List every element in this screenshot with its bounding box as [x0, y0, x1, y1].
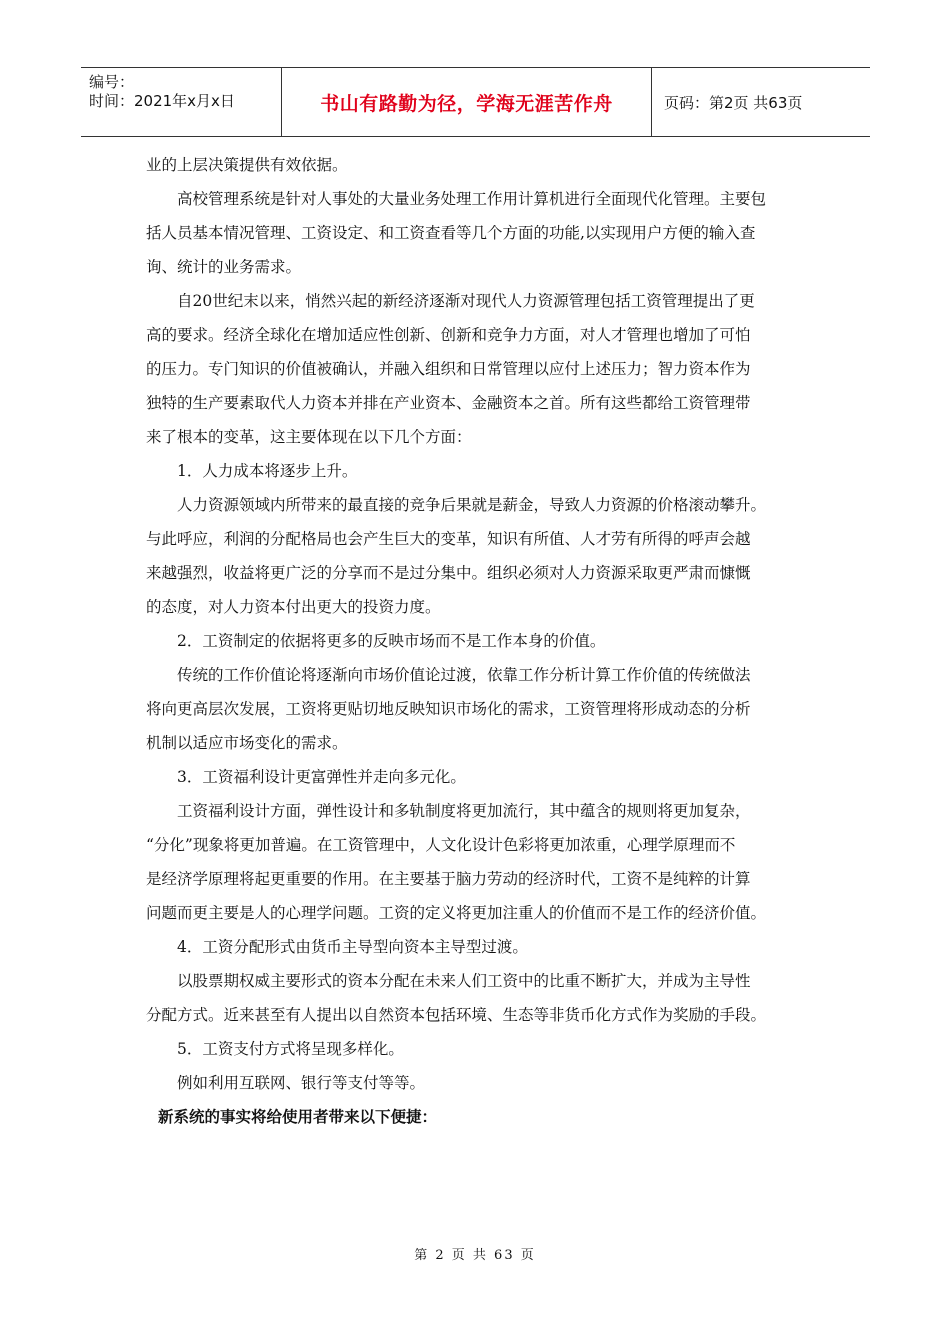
header-meta-cell [81, 68, 282, 136]
text-line: 人力资源领域内所带来的最直接的竞争后果就是薪金，导致人力资源的价格滚动攀升。 [177, 496, 767, 514]
document-number-label: 编号： [89, 73, 135, 91]
page-header [81, 67, 870, 137]
bold-summary-line: 新系统的事实将给使用者带来以下便捷： [158, 1108, 438, 1126]
text-line: 工资福利设计方面，弹性设计和多轨制度将更加流行，其中蕴含的规则将更加复杂， [177, 802, 751, 820]
text-line: 独特的生产要素取代人力资本并排在产业资本、金融资本之首。所有这些都给工资管理带 [146, 394, 751, 412]
text-line: 自20世纪末以来，悄然兴起的新经济逐渐对现代人力资源管理包括工资管理提出了更 [177, 292, 755, 310]
text-line: 1．人力成本将逐步上升。 [177, 462, 358, 480]
header-page-cell [652, 68, 870, 136]
header-page-info: 页码：第2页 共63页 [664, 93, 803, 112]
text-line: 4．工资分配形式由货币主导型向资本主导型过渡。 [177, 938, 528, 956]
text-line: 业的上层决策提供有效依据。 [146, 156, 348, 174]
text-line: 以股票期权威主要形式的资本分配在未来人们工资中的比重不断扩大，并成为主导性 [177, 972, 751, 990]
text-line: 分配方式。近来甚至有人提出以自然资本包括环境、生态等非货币化方式作为奖励的手段。 [146, 1006, 767, 1024]
paragraph-lines [146, 148, 818, 1100]
text-line: 的态度，对人力资本付出更大的投资力度。 [146, 598, 441, 616]
document-body [146, 148, 818, 1134]
page-footer: 第 2 页 共 63 页 [414, 1248, 536, 1263]
text-line: 传统的工作价值论将逐渐向市场价值论过渡，依靠工作分析计算工作价值的传统做法 [177, 666, 751, 684]
text-line: 例如利用互联网、银行等支付等等。 [177, 1074, 426, 1092]
document-date-label: 时间：2021年x月x日 [89, 92, 235, 110]
header-motto: 书山有路勤为径，学海无涯苦作舟 [320, 92, 613, 115]
text-line: 2．工资制定的依据将更多的反映市场而不是工作本身的价值。 [177, 632, 606, 650]
text-line: 与此呼应，利润的分配格局也会产生巨大的变革，知识有所值、人才劳有所得的呼声会越 [146, 530, 751, 548]
text-line: 高校管理系统是针对人事处的大量业务处理工作用计算机进行全面现代化管理。主要包 [177, 190, 767, 208]
text-line: 来了根本的变革，这主要体现在以下几个方面： [146, 428, 472, 446]
text-line: 来越强烈，收益将更广泛的分享而不是过分集中。组织必须对人力资源采取更严肃而慷慨 [146, 564, 751, 582]
text-line: 3．工资福利设计更富弹性并走向多元化。 [177, 768, 466, 786]
text-line: 括人员基本情况管理、工资设定、和工资查看等几个方面的功能,以实现用户方便的输入查 [146, 224, 756, 242]
text-line: 将向更高层次发展，工资将更贴切地反映知识市场化的需求，工资管理将形成动态的分析 [146, 700, 751, 718]
header-motto-cell [282, 68, 652, 136]
text-line: “分化”现象将更加普遍。在工资管理中，人文化设计色彩将更加浓重，心理学原理而不 [146, 836, 736, 854]
text-line: 高的要求。经济全球化在增加适应性创新、创新和竞争力方面，对人才管理也增加了可怕 [146, 326, 751, 344]
text-line: 5．工资支付方式将呈现多样化。 [177, 1040, 404, 1058]
text-line: 是经济学原理将起更重要的作用。在主要基于脑力劳动的经济时代，工资不是纯粹的计算 [146, 870, 751, 888]
text-line: 机制以适应市场变化的需求。 [146, 734, 348, 752]
text-line: 询、统计的业务需求。 [146, 258, 302, 276]
text-line: 问题而更主要是人的心理学问题。工资的定义将更加注重人的价值而不是工作的经济价值。 [146, 904, 767, 922]
text-line: 的压力。专门知识的价值被确认，并融入组织和日常管理以应付上述压力；智力资本作为 [146, 360, 751, 378]
